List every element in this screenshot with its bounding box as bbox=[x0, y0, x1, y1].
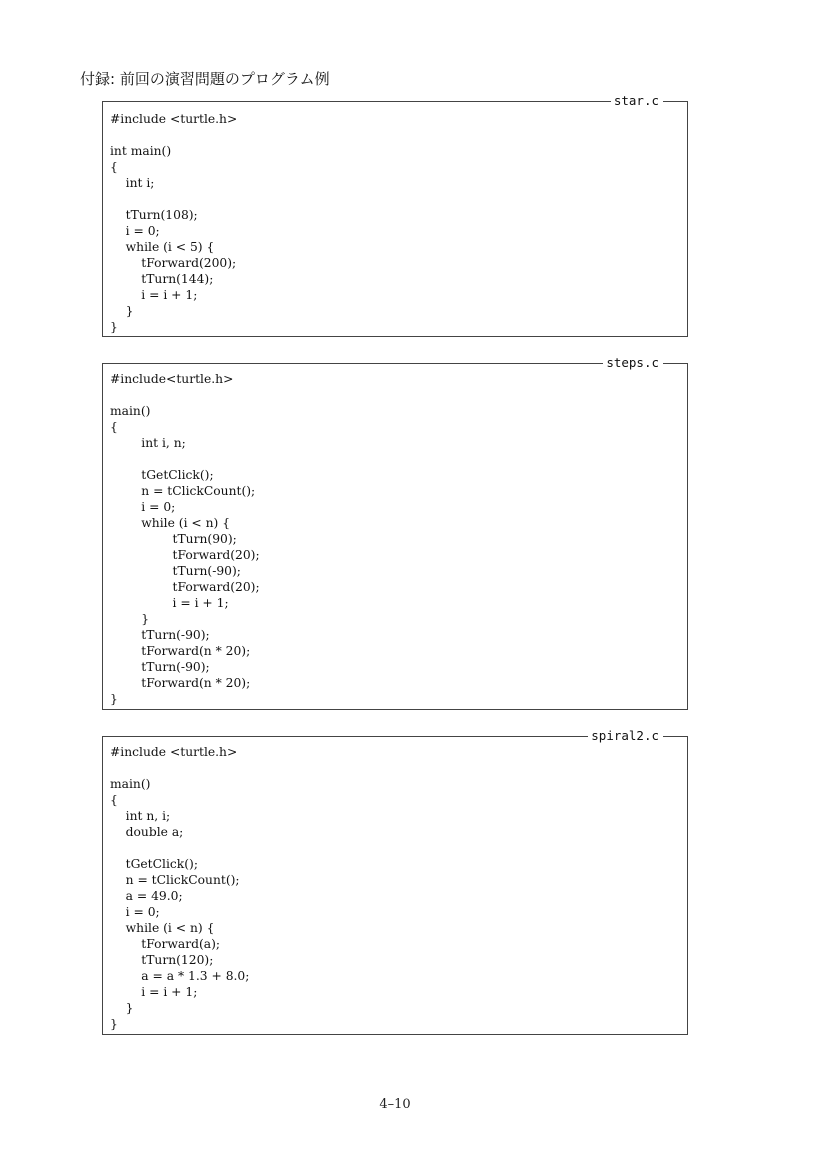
code-line: tForward(200); bbox=[110, 256, 237, 270]
code-line: tForward(20); bbox=[110, 548, 260, 562]
code-line: i = i + 1; bbox=[110, 985, 198, 999]
code-line: a = a * 1.3 + 8.0; bbox=[110, 969, 250, 983]
code-line: int i, n; bbox=[110, 436, 186, 450]
code-line: main() bbox=[110, 404, 151, 418]
code-line: tTurn(90); bbox=[110, 532, 237, 546]
code-line: } bbox=[110, 1017, 118, 1031]
code-block bbox=[103, 102, 687, 335]
code-line: while (i < 5) { bbox=[110, 240, 215, 254]
listing-filename: spiral2.c bbox=[588, 727, 663, 745]
code-line bbox=[110, 127, 687, 143]
section-title: 付録: 前回の演習問題のプログラム例 bbox=[80, 70, 330, 88]
code-line: i = i + 1; bbox=[110, 596, 229, 610]
code-line: tGetClick(); bbox=[110, 857, 198, 871]
code-line: tGetClick(); bbox=[110, 468, 214, 482]
code-line: tTurn(-90); bbox=[110, 564, 241, 578]
code-line: { bbox=[110, 420, 118, 434]
code-line bbox=[110, 387, 687, 403]
code-line: tForward(n * 20); bbox=[110, 676, 251, 690]
code-line: while (i < n) { bbox=[110, 516, 231, 530]
code-line: #include<turtle.h> bbox=[110, 372, 234, 386]
code-line: } bbox=[110, 304, 134, 318]
code-line: tForward(n * 20); bbox=[110, 644, 251, 658]
page-number: 4–10 bbox=[379, 1097, 411, 1112]
code-line: { bbox=[110, 160, 118, 174]
code-line: i = 0; bbox=[110, 500, 176, 514]
code-line: #include <turtle.h> bbox=[110, 112, 238, 126]
code-line: double a; bbox=[110, 825, 184, 839]
code-line: tTurn(108); bbox=[110, 208, 198, 222]
code-line: tTurn(-90); bbox=[110, 660, 210, 674]
code-line: { bbox=[110, 793, 118, 807]
listing-filename: steps.c bbox=[603, 354, 663, 372]
code-line bbox=[110, 760, 687, 776]
code-listing-spiral2 bbox=[102, 728, 688, 1035]
code-line: #include <turtle.h> bbox=[110, 745, 238, 759]
code-line bbox=[110, 451, 687, 467]
code-line: } bbox=[110, 612, 150, 626]
code-line: int i; bbox=[110, 176, 155, 190]
code-block bbox=[103, 364, 687, 707]
code-line: tTurn(120); bbox=[110, 953, 214, 967]
code-line: tTurn(144); bbox=[110, 272, 214, 286]
code-line: tForward(20); bbox=[110, 580, 260, 594]
code-line bbox=[110, 840, 687, 856]
code-line: i = 0; bbox=[110, 224, 160, 238]
code-line: n = tClickCount(); bbox=[110, 873, 240, 887]
code-line: a = 49.0; bbox=[110, 889, 183, 903]
code-line: int main() bbox=[110, 144, 172, 158]
code-line: n = tClickCount(); bbox=[110, 484, 256, 498]
listing-filename: star.c bbox=[611, 92, 663, 110]
code-listing-steps bbox=[102, 355, 688, 710]
code-line: main() bbox=[110, 777, 151, 791]
code-block bbox=[103, 737, 687, 1032]
code-line: } bbox=[110, 692, 118, 706]
code-line: } bbox=[110, 1001, 134, 1015]
code-line: i = 0; bbox=[110, 905, 160, 919]
code-line: int n, i; bbox=[110, 809, 171, 823]
code-listing-star bbox=[102, 93, 688, 337]
code-line bbox=[110, 191, 687, 207]
code-line: } bbox=[110, 320, 118, 334]
code-line: tForward(a); bbox=[110, 937, 221, 951]
code-line: i = i + 1; bbox=[110, 288, 198, 302]
code-line: while (i < n) { bbox=[110, 921, 215, 935]
code-line: tTurn(-90); bbox=[110, 628, 210, 642]
